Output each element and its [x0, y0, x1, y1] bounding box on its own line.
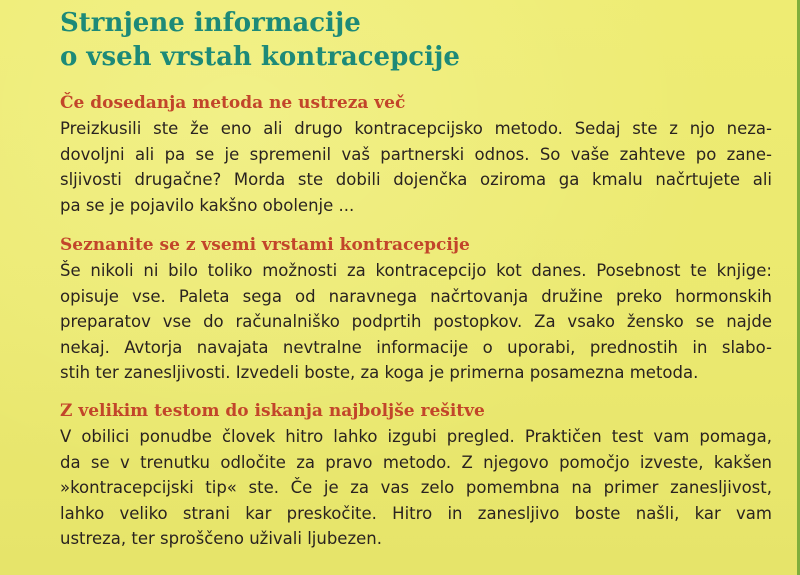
section-body	[60, 258, 772, 386]
section-heading: Seznanite se z vsemi vrstami kontracepcije	[60, 235, 470, 255]
body-line: lahko veliko strani kar preskočite. Hitro in zanesljivo boste našli, kar vam	[60, 503, 772, 523]
title-line-2: o vseh vrstah kontracepcije	[60, 42, 460, 72]
body-line: da se v trenutku odločite za pravo metodo. Z njegovo pomočjo izveste, kakšen	[60, 452, 772, 472]
body-line: V obilici ponudbe človek hitro lahko izgubi pregled. Praktičen test vam pomaga,	[60, 427, 772, 446]
section-big-test	[60, 400, 772, 552]
body-line: Preizkusili ste že eno ali drugo kontracepcijsko metodo. Sedaj ste z njo neza-	[60, 119, 772, 138]
section-body	[60, 424, 772, 552]
section-current-method	[60, 92, 772, 218]
body-line: stih ter zanesljivosti. Izvedeli boste, za koga je primerna posamezna metoda.	[60, 363, 699, 382]
title-line-1: Strnjene informacije	[60, 8, 361, 38]
body-line: sljivosti drugačne? Morda ste dobili dojenčka oziroma ga kmalu načrtujete ali	[60, 170, 772, 189]
body-line: preparatov vse do računalniško podprtih postopkov. Za vsako žensko se najde	[60, 312, 772, 331]
body-line: pa se je pojavilo kakšno obolenje ...	[60, 195, 355, 215]
section-body	[60, 116, 772, 218]
body-line: »kontracepcijski tip« ste. Če je za vas zelo pomembna na primer zanesljivost,	[60, 478, 772, 497]
body-line: ustreza, ter sproščeno uživali ljubezen.	[60, 529, 382, 548]
body-line: opisuje vse. Paleta sega od naravnega načrtovanja družine preko hormonskih	[60, 286, 772, 306]
page-title	[60, 6, 660, 74]
body-line: dovoljni ali pa se je spremenil vaš partnerski odnos. So vaše zahteve po zane-	[60, 144, 772, 164]
section-all-methods	[60, 234, 772, 386]
section-heading: Če dosedanja metoda ne ustreza več	[60, 93, 406, 113]
section-heading: Z velikim testom do iskanja najboljše rešitve	[60, 401, 485, 421]
body-line: Še nikoli ni bilo toliko možnosti za kontracepcijo kot danes. Posebnost te knjige:	[60, 261, 772, 280]
body-line: nekaj. Avtorja navajata nevtralne informacije o uporabi, prednostih in slabo-	[60, 337, 772, 357]
